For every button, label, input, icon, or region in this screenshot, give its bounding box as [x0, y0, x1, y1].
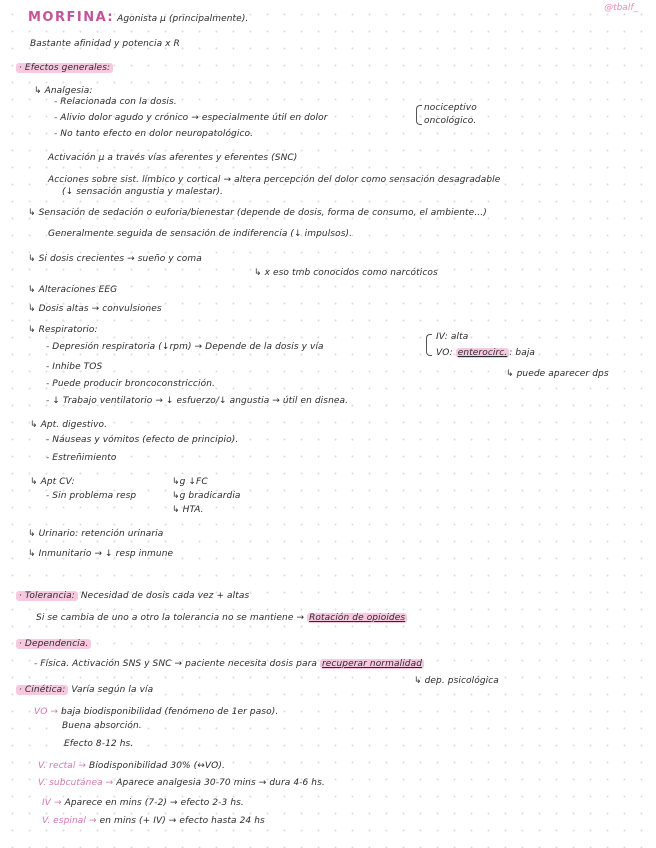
text-line: - Sin problema resp — [46, 491, 137, 501]
text: Aparece analgesia 30-70 mins → dura 4-6 hs. — [116, 778, 325, 788]
text-line: ↳ Inmunitario → ↓ resp inmune — [28, 549, 174, 559]
text-line: Generalmente seguida de sensación de indiferencia (↓ impulsos). — [48, 229, 353, 239]
route-label: V. rectal → — [38, 761, 87, 771]
route-label: V. espinal → — [42, 816, 97, 826]
text: Si se cambia de uno a otro la tolerancia no se mantiene → — [36, 613, 308, 623]
text-line: ↳ Respiratorio: — [28, 325, 98, 335]
text-line: ↳ HTA. — [172, 505, 204, 515]
text: Aparece en mins (7-2) → efecto 2-3 hs. — [64, 798, 244, 808]
text-line: - Depresión respiratoria (↓rpm) → Depende de la dosis y vía — [46, 342, 324, 352]
text-line: ↳g ↓FC — [172, 477, 208, 487]
text-line: ↳ Dosis altas → convulsiones — [28, 304, 162, 314]
highlight: recuperar normalidad — [321, 659, 423, 669]
text-line: - ↓ Trabajo ventilatorio → ↓ esfuerzo/↓ angustia → útil en disnea. — [46, 396, 349, 406]
heading-line — [28, 12, 248, 25]
text: : baja — [509, 348, 536, 358]
text-line: ↳ Analgesia: — [34, 86, 93, 96]
section-label: · Cinética: — [16, 685, 68, 695]
text-line: - Náuseas y vómitos (efecto de principio). — [46, 435, 239, 445]
route-label: VO → — [34, 707, 59, 717]
text-line: oncológico. — [424, 116, 477, 126]
highlight: enterocirc. — [457, 348, 508, 358]
text-line: - Puede producir broncoconstricción. — [46, 379, 215, 389]
text-line: Bastante afinidad y potencia x R — [30, 39, 180, 49]
text: baja biodisponibilidad (fenómeno de 1er paso). — [61, 707, 279, 717]
text-line: ↳ Sensación de sedación o euforia/bienestar (depende de dosis, forma de consumo, el ambiente...) — [28, 208, 487, 218]
route-label: V. subcutánea → — [38, 778, 114, 788]
text-line: Efecto 8-12 hs. — [64, 739, 134, 749]
text-line: ↳ puede aparecer dps — [506, 369, 609, 379]
text-line — [42, 815, 265, 827]
bracket — [426, 334, 432, 356]
text-line: Acciones sobre sist. límbico y cortical → altera percepción del dolor como sensación desagradable — [48, 175, 501, 185]
text: en mins (+ IV) → efecto hasta 24 hs — [99, 816, 265, 826]
text-line — [38, 777, 325, 789]
text: Varía según la vía — [71, 685, 154, 695]
text-line — [34, 706, 278, 718]
text-line: ↳ Urinario: retención urinaria — [28, 529, 164, 539]
text-line — [42, 797, 244, 809]
text-line: nociceptivo — [424, 103, 477, 113]
text-line: - Relacionada con la dosis. — [54, 97, 177, 107]
text-line: Activación μ a través vías aferentes y eferentes (SNC) — [48, 153, 298, 163]
highlight: Rotación de opioides — [309, 613, 406, 623]
text: Agonista μ (principalmente). — [117, 14, 249, 24]
text-line: - Estreñimiento — [46, 453, 117, 463]
text-line: ↳ Alteraciones EEG — [28, 285, 118, 295]
text-line: ↳ Si dosis crecientes → sueño y coma — [28, 254, 202, 264]
section-line — [16, 590, 249, 602]
section-heading — [16, 638, 91, 650]
text-line: - No tanto efecto en dolor neuropatológico. — [54, 129, 254, 139]
section-label: · Efectos generales: — [16, 63, 113, 73]
text-line — [436, 347, 535, 359]
text-line: - Alivio dolor agudo y crónico → especialmente útil en dolor — [54, 113, 328, 123]
text-line: ↳ Apt. digestivo. — [30, 420, 108, 430]
text: - Física. Activación SNS y SNC → paciente necesita dosis para — [34, 659, 320, 669]
watermark: @tbalf_ — [604, 3, 638, 13]
text-line: Buena absorción. — [62, 721, 142, 731]
section-label: · Tolerancia: — [16, 591, 78, 601]
text-line: ↳ x eso tmb conocidos como narcóticos — [254, 268, 438, 278]
page-title: MORFINA: — [28, 10, 115, 25]
text-line: (↓ sensación angustia y malestar). — [62, 187, 224, 197]
text: VO: — [436, 348, 453, 358]
section-line — [16, 684, 153, 696]
route-label: IV → — [42, 798, 62, 808]
text: Biodisponibilidad 30% (↔VO). — [89, 761, 225, 771]
text-line — [36, 612, 407, 624]
text-line: ↳g bradicardia — [172, 491, 241, 501]
text-line — [38, 760, 225, 772]
bracket — [416, 105, 422, 125]
text-line: ↳ Apt CV: — [30, 477, 75, 487]
text-line: ↳ dep. psicológica — [414, 676, 499, 686]
text-line: IV: alta — [436, 332, 469, 342]
section-label: · Dependencia. — [16, 639, 91, 649]
text-line — [34, 658, 424, 670]
text: Necesidad de dosis cada vez + altas — [80, 591, 250, 601]
text-line: - Inhibe TOS — [46, 362, 103, 372]
section-heading — [16, 62, 113, 74]
